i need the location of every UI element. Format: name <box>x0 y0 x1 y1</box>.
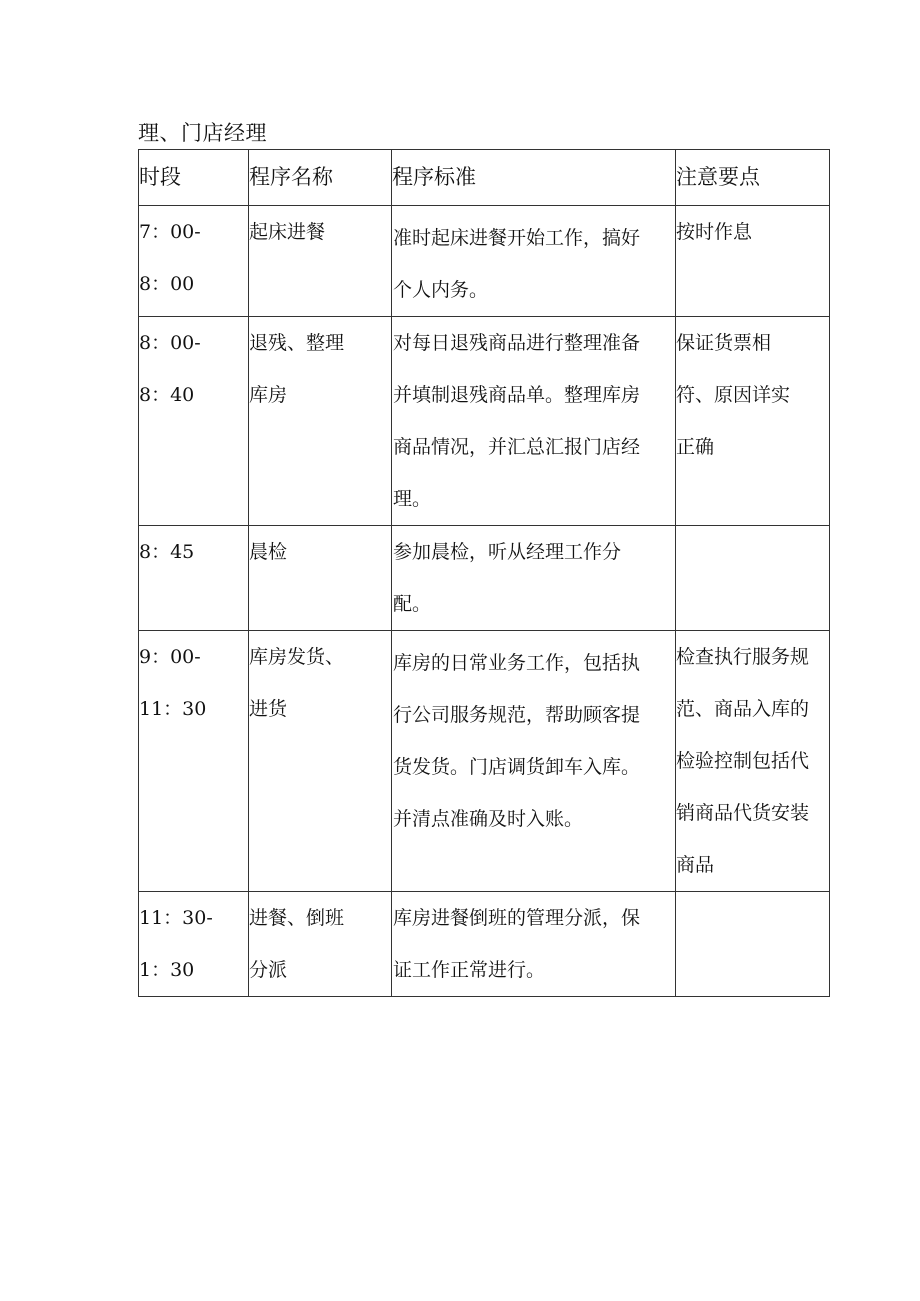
cell-standard: 对每日退残商品进行整理准备 并填制退残商品单。整理库房 商品情况，并汇总汇报门店经 理。 <box>392 317 676 526</box>
cell-standard: 准时起床进餐开始工作，搞好 个人内务。 <box>392 206 676 317</box>
cell-notes <box>676 892 830 997</box>
header-procedure-standard: 程序标准 <box>392 150 676 206</box>
cell-standard: 库房进餐倒班的管理分派，保 证工作正常进行。 <box>392 892 676 997</box>
cell-name: 退残、整理 库房 <box>249 317 392 526</box>
cell-time: 11：30- 1：30 <box>139 892 249 997</box>
cell-name: 库房发货、 进货 <box>249 631 392 892</box>
cell-notes <box>676 526 830 631</box>
header-notes: 注意要点 <box>676 150 830 206</box>
table-row <box>139 526 830 631</box>
cell-time: 8：45 <box>139 526 249 631</box>
cell-name: 晨检 <box>249 526 392 631</box>
table-row <box>139 892 830 997</box>
cell-standard: 库房的日常业务工作，包括执 行公司服务规范，帮助顾客提 货发货。门店调货卸车入库。 并清点准确及时入账。 <box>392 631 676 892</box>
cell-time: 9：00- 11：30 <box>139 631 249 892</box>
table-row <box>139 317 830 526</box>
cell-time: 7：00- 8：00 <box>139 206 249 317</box>
header-procedure-name: 程序名称 <box>249 150 392 206</box>
cell-name: 起床进餐 <box>249 206 392 317</box>
cell-notes: 检查执行服务规 范、商品入库的 检验控制包括代 销商品代货安装 商品 <box>676 631 830 892</box>
schedule-table <box>138 149 830 997</box>
cell-notes: 保证货票相 符、原因详实 正确 <box>676 317 830 526</box>
cell-notes: 按时作息 <box>676 206 830 317</box>
table-header-row <box>139 150 830 206</box>
cell-time: 8：00- 8：40 <box>139 317 249 526</box>
page-heading: 理、门店经理 <box>138 121 267 145</box>
header-time: 时段 <box>139 150 249 206</box>
table-row <box>139 206 830 317</box>
cell-name: 进餐、倒班 分派 <box>249 892 392 997</box>
table-row <box>139 631 830 892</box>
cell-standard: 参加晨检，听从经理工作分 配。 <box>392 526 676 631</box>
